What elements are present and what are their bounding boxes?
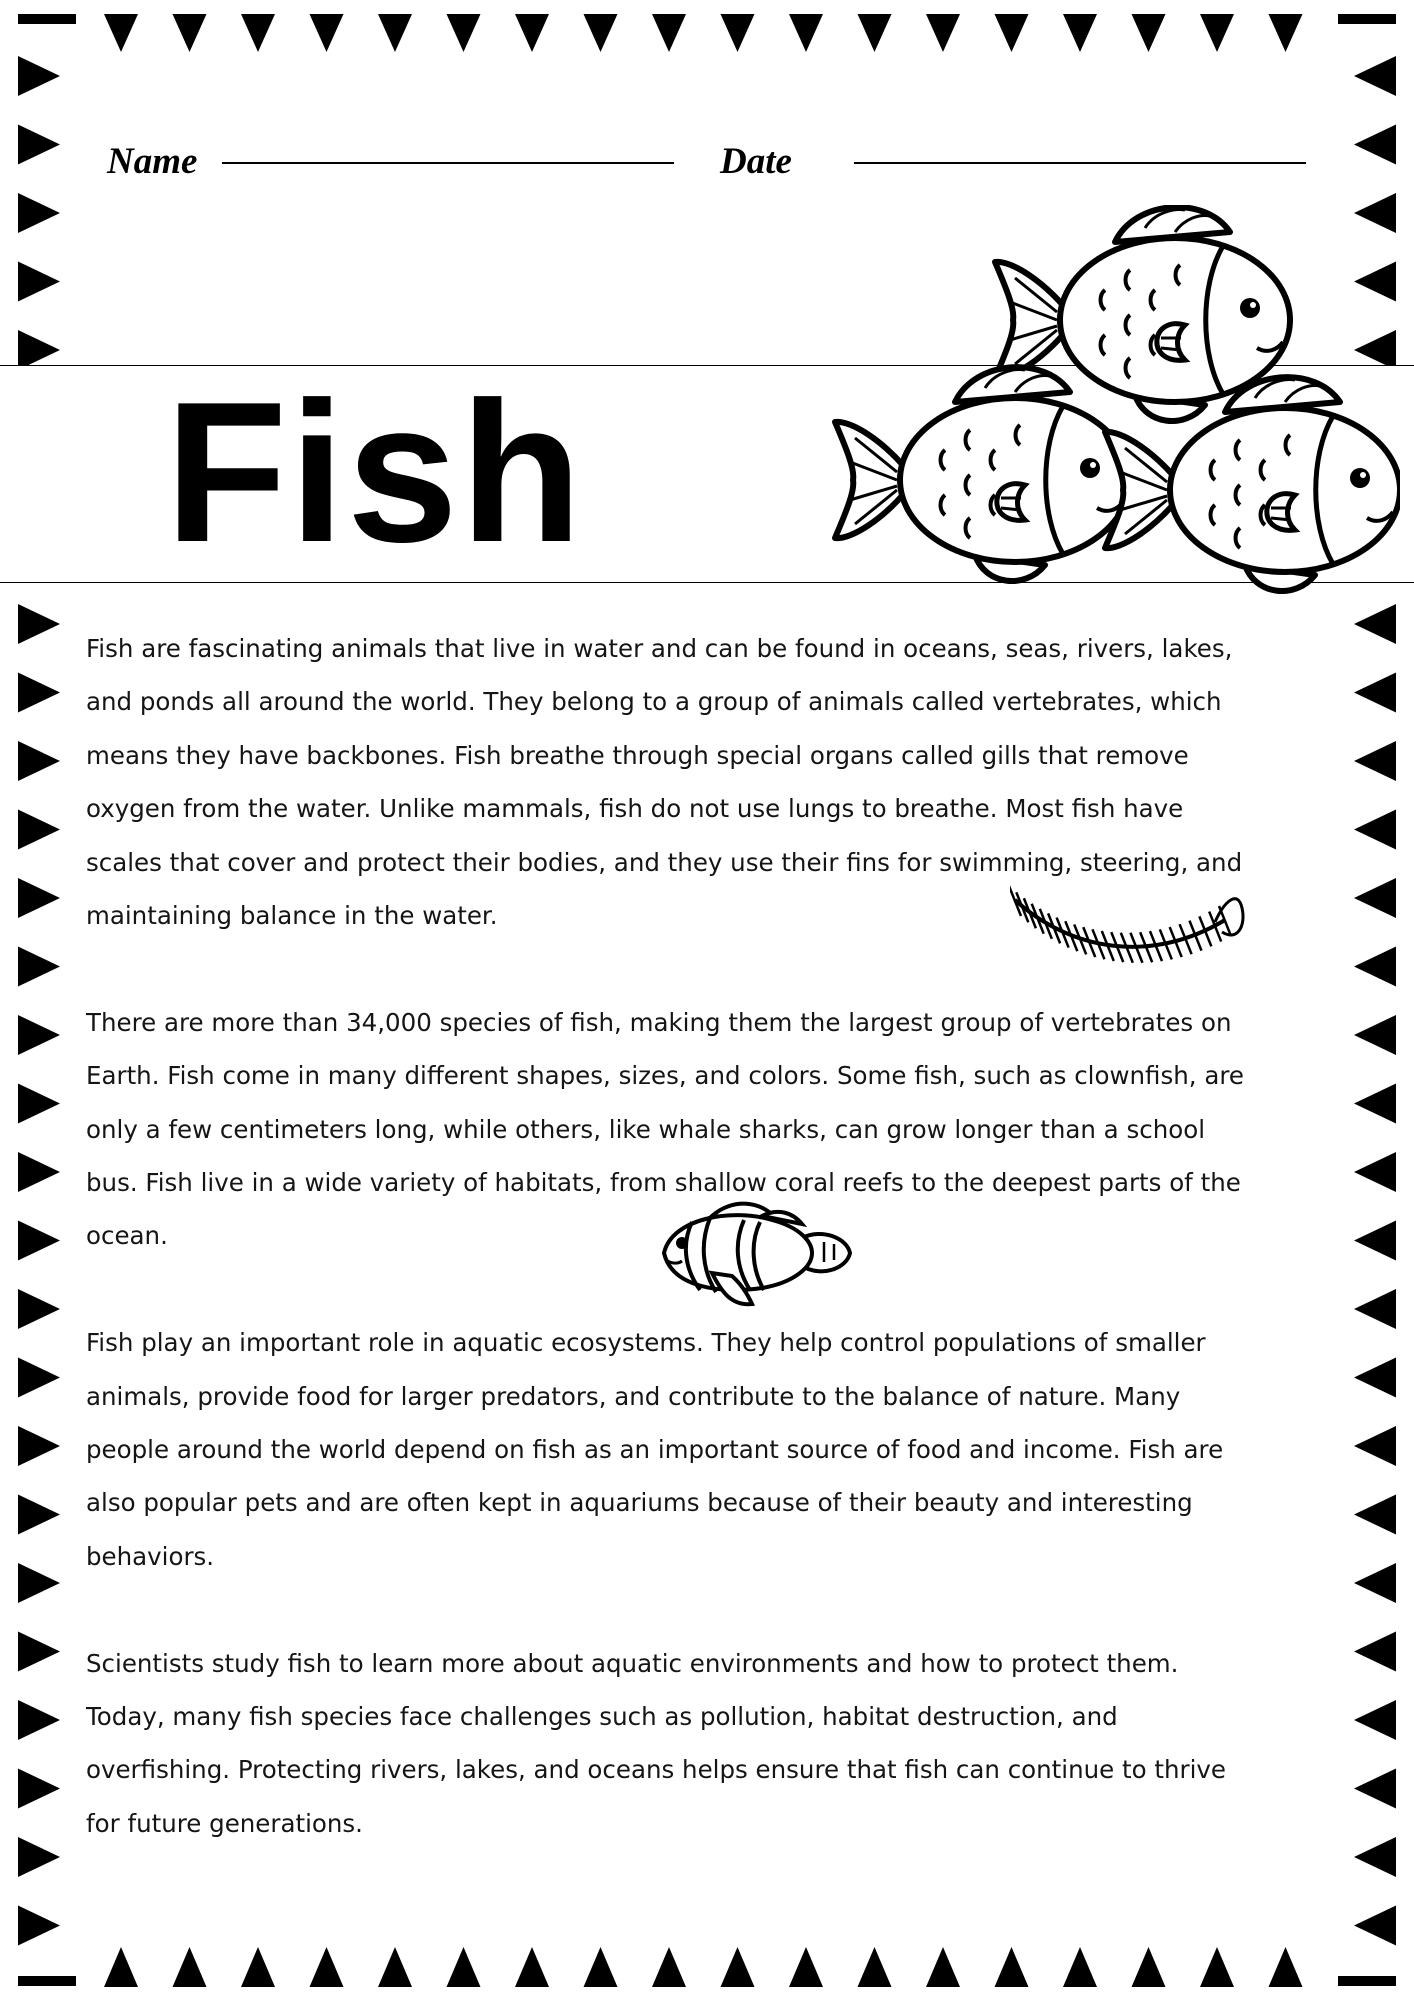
border-triangle	[1354, 1906, 1396, 1946]
border-triangle	[378, 14, 412, 52]
border-triangle	[1354, 1152, 1396, 1192]
border-triangle	[1354, 1769, 1396, 1809]
border-triangle	[721, 1947, 755, 1987]
border-triangle	[18, 1700, 60, 1740]
border-triangle	[1354, 604, 1396, 644]
border-triangle	[18, 1837, 60, 1877]
border-triangle	[1063, 14, 1097, 52]
border-triangle	[18, 1289, 60, 1329]
text-line: and ponds all around the world. They belong to a group of animals called vertebrates, which	[86, 687, 1222, 717]
text-line: only a few centimeters long, while others, like whale sharks, can grow longer than a school	[86, 1114, 1206, 1144]
fish-skeleton-icon	[1010, 880, 1250, 1000]
date-label: Date	[720, 141, 792, 182]
border-triangle	[173, 14, 207, 52]
date-write-line[interactable]	[854, 162, 1306, 164]
border-triangle	[447, 1947, 481, 1987]
border-triangle	[173, 1947, 207, 1987]
text-line: also popular pets and are often kept in aquariums because of their beauty and interesting	[86, 1488, 1193, 1518]
border-triangle	[1354, 1084, 1396, 1124]
border-triangle	[1354, 1221, 1396, 1261]
text-line: bus. Fish live in a wide variety of habitats, from shallow coral reefs to the deepest parts of the	[86, 1168, 1241, 1198]
border-triangle	[995, 1947, 1029, 1987]
text-line: Earth. Fish come in many different shapes, sizes, and colors. Some fish, such as clownfish, are	[86, 1061, 1244, 1091]
border-triangle	[447, 14, 481, 52]
border-triangle	[1063, 1947, 1097, 1987]
border-triangle	[584, 1947, 618, 1987]
border-triangle	[18, 1015, 60, 1055]
text-line: Fish are fascinating animals that live in water and can be found in oceans, seas, rivers, lakes,	[86, 634, 1233, 663]
corner-bar	[1338, 1976, 1396, 1986]
border-triangle	[858, 14, 892, 52]
border-triangle	[18, 878, 60, 918]
border-triangle	[858, 1947, 892, 1987]
border-triangle	[926, 14, 960, 52]
border-triangle	[1354, 1632, 1396, 1672]
border-triangle	[995, 14, 1029, 52]
border-triangle	[1269, 1947, 1303, 1987]
border-triangle	[310, 1947, 344, 1987]
border-triangle	[310, 14, 344, 52]
border-triangle	[241, 14, 275, 52]
text-line: behaviors.	[86, 1541, 215, 1571]
border-triangle	[18, 1084, 60, 1124]
border-triangle	[652, 14, 686, 52]
border-triangle	[926, 1947, 960, 1987]
border-triangle	[18, 673, 60, 713]
border-triangle	[18, 604, 60, 644]
border-triangle	[515, 14, 549, 52]
border-triangle	[1354, 1015, 1396, 1055]
border-triangle	[1354, 1289, 1396, 1329]
border-triangle	[18, 1632, 60, 1672]
border-triangle	[1354, 1495, 1396, 1535]
border-triangle	[1354, 673, 1396, 713]
border-triangle	[515, 1947, 549, 1987]
text-line: overfishing. Protecting rivers, lakes, and oceans helps ensure that fish can continue to thrive	[86, 1755, 1226, 1785]
three-cartoon-fish-icon	[780, 205, 1400, 605]
text-line: scales that cover and protect their bodies, and they use their fins for swimming, steering, and	[86, 847, 1243, 877]
text-line: oxygen from the water. Unlike mammals, fish do not use lungs to breathe. Most fish have	[86, 794, 1184, 824]
border-triangle	[1354, 1358, 1396, 1398]
border-triangle	[1269, 14, 1303, 52]
corner-bar	[18, 14, 76, 24]
text-line: maintaining balance in the water.	[86, 901, 498, 931]
name-write-line[interactable]	[222, 162, 674, 164]
border-triangle	[1354, 810, 1396, 850]
border-triangle	[18, 125, 60, 165]
border-triangle	[18, 1495, 60, 1535]
border-triangle	[1132, 14, 1166, 52]
border-triangle	[18, 330, 60, 370]
border-triangle	[18, 1221, 60, 1261]
border-triangle	[721, 14, 755, 52]
name-label: Name	[107, 141, 198, 182]
text-line: Scientists study fish to learn more about aquatic environments and how to protect them.	[86, 1648, 1179, 1678]
border-triangle	[18, 262, 60, 302]
border-triangle	[1354, 1563, 1396, 1603]
page-title: Fish	[165, 361, 585, 584]
text-line: people around the world depend on fish as an important source of food and income. Fish are	[86, 1435, 1224, 1465]
border-triangle	[18, 1152, 60, 1192]
text-line: ocean.	[86, 1221, 168, 1251]
border-triangle	[789, 1947, 823, 1987]
border-triangle	[18, 1769, 60, 1809]
border-triangle	[1354, 878, 1396, 918]
border-triangle	[1354, 1700, 1396, 1740]
border-triangle	[104, 14, 138, 52]
text-line: means they have backbones. Fish breathe through special organs called gills that remove	[86, 740, 1189, 770]
border-triangle	[241, 1947, 275, 1987]
border-triangle	[1354, 1837, 1396, 1877]
border-triangle	[1200, 14, 1234, 52]
border-triangle	[378, 1947, 412, 1987]
border-triangle	[18, 56, 60, 96]
corner-bar	[18, 1976, 76, 1986]
border-triangle	[18, 1563, 60, 1603]
border-triangle	[18, 193, 60, 233]
text-line: animals, provide food for larger predators, and contribute to the balance of nature. Many	[86, 1381, 1181, 1411]
cartoon-fish-left	[835, 367, 1130, 581]
text-line: Today, many fish species face challenges such as pollution, habitat destruction, and	[86, 1702, 1118, 1732]
text-line: for future generations.	[86, 1808, 363, 1838]
text-line: Fish play an important role in aquatic ecosystems. They help control populations of smaller	[86, 1328, 1206, 1358]
text-line: There are more than 34,000 species of fish, making them the largest group of vertebrates on	[86, 1007, 1232, 1037]
border-triangle	[1200, 1947, 1234, 1987]
border-triangle	[18, 1426, 60, 1466]
clownfish-icon	[652, 1198, 860, 1310]
paragraph-4	[86, 1637, 1326, 1851]
corner-bar	[1338, 14, 1396, 24]
border-triangle	[1354, 1426, 1396, 1466]
border-triangle	[18, 810, 60, 850]
border-triangle	[1354, 741, 1396, 781]
border-triangle	[1354, 125, 1396, 165]
border-triangle	[18, 947, 60, 987]
border-triangle	[789, 14, 823, 52]
paragraph-3	[86, 1316, 1326, 1583]
border-triangle	[652, 1947, 686, 1987]
border-triangle	[1354, 947, 1396, 987]
border-triangle	[1354, 56, 1396, 96]
border-triangle	[18, 741, 60, 781]
border-triangle	[1132, 1947, 1166, 1987]
border-triangle	[18, 1358, 60, 1398]
border-triangle	[584, 14, 618, 52]
border-triangle	[18, 1906, 60, 1946]
border-triangle	[104, 1947, 138, 1987]
